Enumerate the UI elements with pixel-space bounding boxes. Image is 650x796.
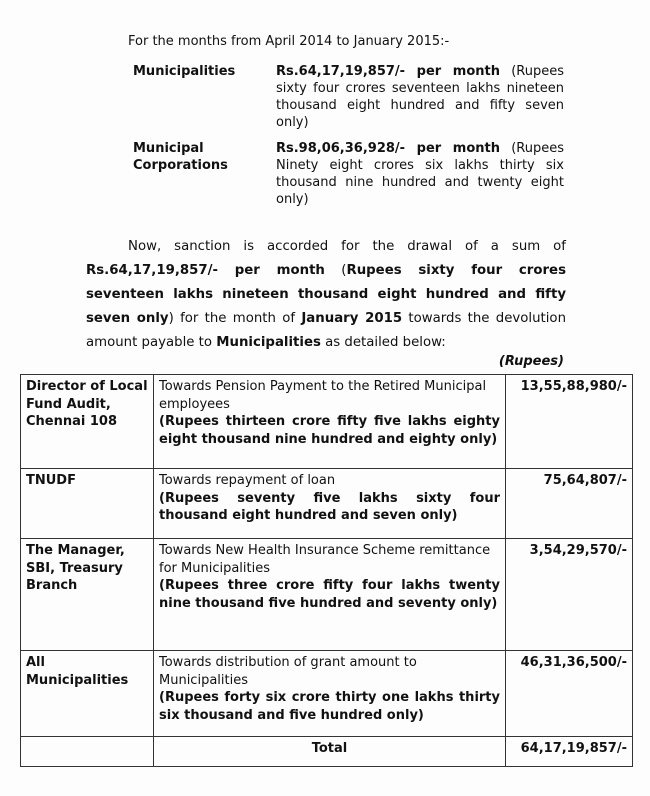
purpose-amount-words: (Rupees thirteen crore fifty five lakhs eighty eight thousand nine hundred and eighty only)	[159, 414, 500, 447]
para-text: as detailed below:	[325, 335, 446, 350]
purpose-text: Towards Pension Payment to the Retired Municipal employees	[159, 379, 487, 412]
payee-cell: All Municipalities	[21, 651, 154, 737]
para-text: towards the devolution amount payable to	[86, 311, 566, 350]
empty-cell	[21, 737, 154, 767]
period-heading: For the months from April 2014 to January 2015:-	[128, 34, 450, 49]
allocation-table	[20, 374, 633, 767]
table-row	[21, 375, 633, 469]
purpose-amount-words: (Rupees three crore fifty four lakhs twenty nine thousand five hundred and seventy only)	[159, 578, 500, 611]
amount-cell: 46,31,36,500/-	[506, 651, 633, 737]
summary-words: (Rupees sixty four crores seventeen lakhs nineteen thousand eight hundred and fifty seven only)	[276, 64, 564, 130]
para-beneficiary: Municipalities	[216, 335, 321, 350]
summary-label: Municipal Corporations	[133, 141, 228, 173]
summary-amount: Rs.64,17,19,857/- per month	[276, 64, 500, 79]
payee-cell: Director of Local Fund Audit, Chennai 108	[21, 375, 154, 469]
amount-cell: 3,54,29,570/-	[506, 539, 633, 651]
table-row	[21, 539, 633, 651]
amount-cell: 75,64,807/-	[506, 469, 633, 539]
table-row	[21, 651, 633, 737]
para-amount-words: Rupees sixty four crores seventeen lakhs nineteen thousand eight hundred and fifty seven only	[86, 263, 566, 326]
para-amount: Rs.64,17,19,857/- per month	[86, 263, 325, 278]
purpose-cell	[154, 651, 506, 737]
purpose-text: Towards New Health Insurance Scheme remittance for Municipalities	[159, 543, 491, 576]
summary-words: (Rupees Ninety eight crores six lakhs thirty six thousand nine hundred and twenty eight only)	[276, 141, 564, 207]
purpose-amount-words: (Rupees forty six crore thirty one lakhs thirty six thousand and five hundred only)	[159, 690, 500, 723]
payee-cell: The Manager, SBI, Treasury Branch	[21, 539, 154, 651]
summary-municipalities	[133, 63, 563, 133]
purpose-cell	[154, 469, 506, 539]
sanction-paragraph	[86, 235, 566, 355]
total-amount: 64,17,19,857/-	[506, 737, 633, 767]
purpose-cell	[154, 539, 506, 651]
para-month: January 2015	[301, 311, 403, 326]
summary-label: Municipalities	[133, 64, 236, 79]
summary-value	[276, 63, 564, 131]
purpose-amount-words: (Rupees seventy five lakhs sixty four thousand eight hundred and seven only)	[159, 490, 500, 523]
summary-value	[276, 140, 564, 208]
para-text: Now, sanction is accorded for the drawal of a sum of	[128, 239, 566, 254]
summary-municipal-corporations	[133, 140, 563, 215]
total-row	[21, 737, 633, 767]
purpose-cell	[154, 375, 506, 469]
para-text: (	[341, 263, 347, 278]
payee-cell: TNUDF	[21, 469, 154, 539]
currency-note: (Rupees)	[498, 354, 564, 369]
total-label: Total	[154, 737, 506, 767]
summary-amount: Rs.98,06,36,928/- per month	[276, 141, 500, 156]
para-text: ) for the month of	[168, 311, 296, 326]
purpose-text: Towards repayment of loan	[159, 473, 336, 488]
table-row	[21, 469, 633, 539]
amount-cell: 13,55,88,980/-	[506, 375, 633, 469]
purpose-text: Towards distribution of grant amount to Municipalities	[159, 655, 417, 688]
